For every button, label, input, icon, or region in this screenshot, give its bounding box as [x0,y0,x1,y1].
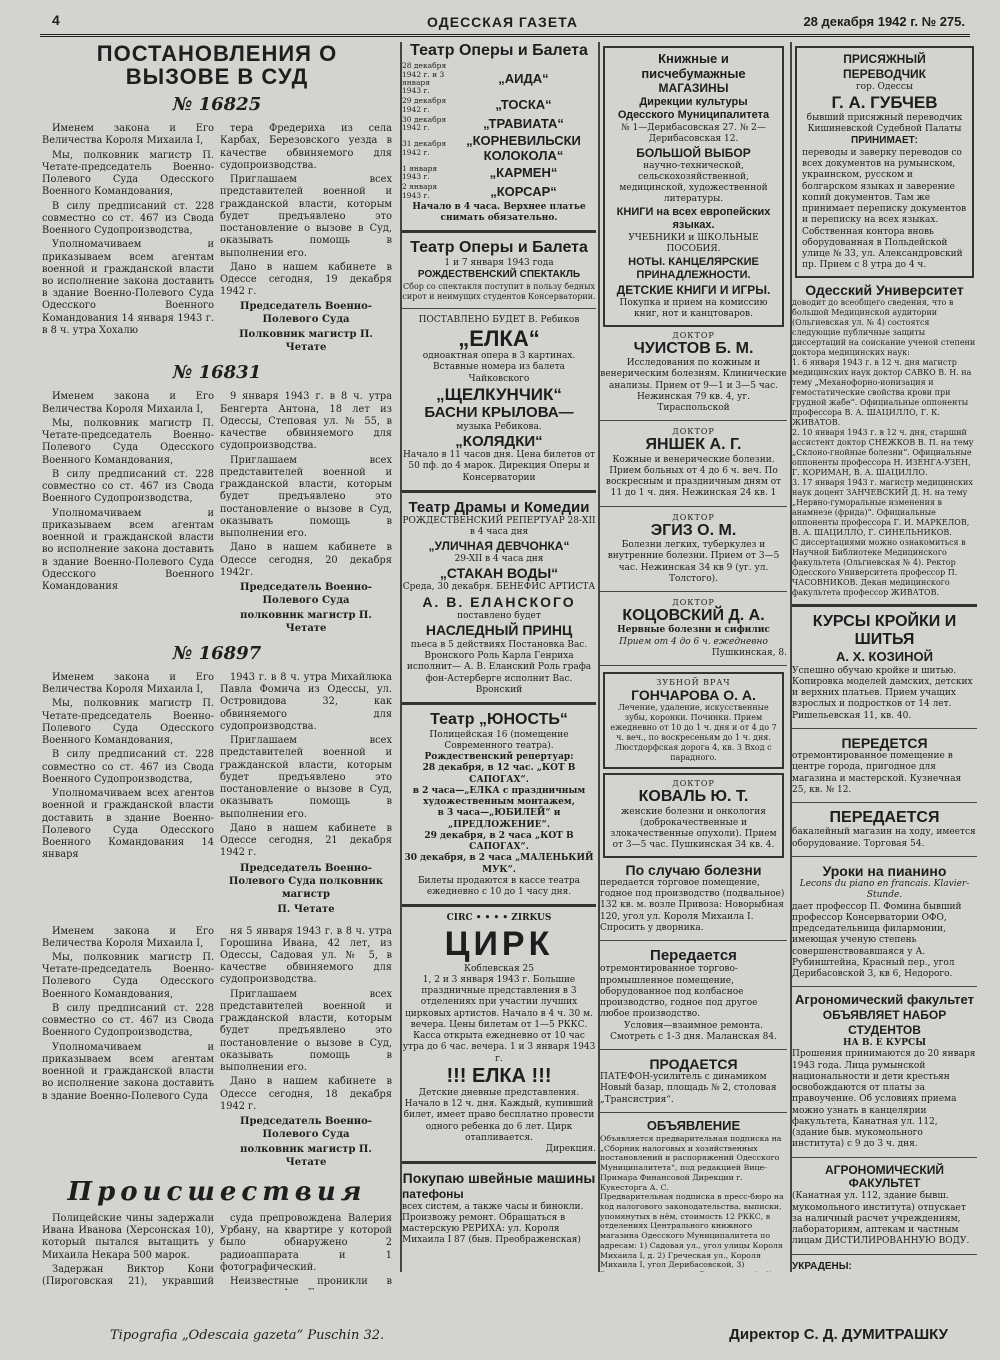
divider [600,1049,787,1050]
benefis-text: Среда, 30 декабря. БЕНЕФИС АРТИСТА [402,582,596,593]
opera2-heading: Театр Оперы и Балета [410,239,588,257]
divider [792,728,977,729]
decree-3 [42,672,392,918]
doctor-name: КОВАЛЬ Ю. Т. [638,788,749,806]
incidents-left [42,1213,214,1290]
agro-heading: Агрономический факультет [795,992,974,1008]
agro2-text: (Канатная ул. 112, здание бывш. мукомольного института) отпускает за наличный расчет учреждениям, лабораториям, аптекам и частным лицам ДИСТИЛИРОВАННУЮ ВОДУ. [792,1191,970,1247]
obyav-text: Объявляется предварительная подписка на „Сборник налоговых и хозяйственных постановлений и распоряжений Одесского Муниципалитета“, под редакцией Вице-Примара Финансовой Дирекции г. Кукесторга А. С. [600,1133,782,1192]
paragraph: 9 января 1943 г. в 8 ч. утра Бенгерта Антона, 18 лет из Одессы, Степовая ул. № 55, в качестве обвиняемого для судопроизводства. [220,391,392,452]
decree-number-1: № 16825 [172,94,262,116]
elka-title: „ЕЛКА“ [458,325,540,351]
books-notes: НОТЫ. КАНЦЕЛЯРСКИЕ ПРИНАДЛЕЖНОСТИ. [628,255,759,282]
decree-1 [42,123,392,356]
signature: Полковник магистр П. Четате [239,329,373,354]
divider [402,490,596,493]
divider [402,702,596,705]
paragraph: Неизвестные проникли в [230,1276,392,1288]
opera-row [402,97,596,114]
opera-show: „ТОСКА“ [495,97,552,113]
kursy-name: А. Х. КОЗИНОЙ [836,649,933,665]
divider [402,1161,596,1164]
kolyadki-title: „КОЛЯДКИ“ [455,432,543,450]
page-footer [42,1322,970,1348]
doctor-text: Болезни легких, туберкулез и внутренние болезни. Прием от 3—5 час. Нежинская 34 кв 9 (уг. ул. Толстого). [607,540,780,584]
column-doctors [598,42,787,1272]
books-kids: ДЕТСКИЕ КНИГИ И ИГРЫ. [616,283,771,298]
yunost-rep: Рождественский репертуар: [424,752,574,763]
sick-text: передается торговое помещение, годное под производство (подвальное) 132 кв. м. возле Привоза: Новорыбная 120, угол ул. Короля Михаила I. Спросить у дворника. [600,877,785,933]
doctor-label: ДОКТОР [672,427,715,437]
yunost-item: 28 декабря, в 12 час. „КОТ В САПОГАХ“. [422,763,576,785]
signature: Председатель Военно-Полевого Суда [240,581,372,606]
paragraph: Задержан Виктор Кони (Пироговская 21), укравший [42,1263,214,1288]
ulichnaya-title: „УЛИЧНАЯ ДЕВЧОНКА“ [428,538,570,553]
signature: Председатель Военно-Полевого Суда [240,301,372,326]
translator-text: переводы и заверку переводов со всех документов на румынском, украинском, русском и болгарском языках и заверение копий документов. Там же принимает переписку документов и переписку на всех языках. Собственная контора вновь оборудованная в Польдейской улице № 33, ул. Александровский пр. Прием с 8 утра до 4 ч. [802,147,967,271]
doctor-text: женские болезни и онкология (доброкачественные и злокачественные опухоли). Прием от 3—5 час. Пушкинская 34 кв. 4. [610,806,777,851]
column-theatres [400,42,596,1272]
divider [600,506,787,507]
doctor-text: Кожные и венерические болезни. Прием больных от 4 до 6 ч. веч. По воскресным и праздничным дням от 11 до 1 ч. дня. Нежинская 24 кв. 1 [605,454,782,499]
opera-show: „ТРАВИАТА“ [483,115,564,131]
paragraph: Дано в нашем кабинете в Одессе сегодня, 18 декабря 1942 г. [220,1076,392,1112]
books-direction: Дирекции культуры Одесского Муниципалитета [617,95,770,122]
divider [792,604,977,607]
pered2-heading: ПЕРЕДЕТСЯ [841,734,928,751]
lost-heading: УКРАДЕНЫ: [792,1260,852,1272]
masthead-rule [40,34,970,37]
paragraph: Полицейские чины задержали Ивана Иванова (Херсонская 10), который пытался вытащить у Михаила Некара 500 марок. [42,1213,214,1261]
books-heading: Книжные и писчебумажные [641,51,746,81]
opera-heading: Театр Оперы и Балета [410,42,588,59]
nasled-note: пьеса в 5 действиях Постановка Вас. Вронского Роль Карла Генриха исполнит— А. В. Еланский Роль графа фон-Астерберге исполнит Вас. Вронский [406,639,592,695]
agro-sub: ОБЪЯВЛЯЕТ НАБОР СТУДЕНТОВ [822,1008,947,1038]
divider [792,802,977,803]
paragraph: Приглашаем всех представителей военной и гражданской власти, которым будет предъявлено это постановление о вызове в Суд, оказывать помощь в выполнении его. [220,174,392,259]
bookstore-ad [603,46,784,327]
paragraph: В силу предписаний ст. 228 совместно со ст. 467 из Свода Военного Судопроизводства, [42,200,214,237]
page-number: 4 [52,12,60,28]
nasled-title: НАСЛЕДНЫЙ ПРИНЦ [425,622,573,639]
paragraph: В силу предписаний ст. 228 совместно со ст. 467 из Свода Военного Судопроизводства, [42,749,214,785]
agro-text: Прошения принимаются до 20 января 1943 года. Лица румынской национальности и дети крестьян освобождаются от платы за правоучение. Об условиях приема можно узнать в канцелярии факультета, Канатная ул. 112, (здание быв. мукомольного института) с 9 до 3 ч. дня. [792,1049,976,1150]
opera-row [402,165,596,182]
paragraph: Дано в нашем кабинете в Одессе сегодня, 19 декабря 1942 г. [220,261,392,298]
doctor-label: ЗУБНОЙ ВРАЧ [656,678,731,688]
kursy-heading: КУРСЫ КРОЙКИ И ШИТЬЯ [812,612,957,649]
signature: полковник магистр П. Четате [240,1144,372,1169]
pokupayu-heading: Покупаю швейные машины [402,1170,596,1187]
divider [402,904,596,907]
divider [792,1254,977,1255]
cirk-elka: !!! ЕЛКА !!! [446,1064,552,1087]
opera-schedule [402,62,596,200]
opera-show: „КОРНЕВИЛЬСКИ КОЛОКОЛА“ [466,133,581,163]
prod-heading: ПРОДАЕТСЯ [649,1056,738,1073]
paragraph: Приглашаем всех представителей военной и гражданской власти, которым будет предъявлено это постановление о вызове в Суд, оказывать помощь в выполнении его. [220,735,392,820]
pered-text: отремонтированное торгово-промышленное помещение, оборудованное под колбасное производство, годное под другое любое производство. [600,964,758,1020]
paragraph: Именем закона и Его Величества Короля Михаила I, [42,123,214,147]
doctor-label: ДОКТОР [672,512,715,522]
incidents-body [42,1213,392,1290]
books-choice: БОЛЬШОЙ ВЫБОР [636,145,751,160]
divider [600,591,787,592]
paragraph: Мы, полковник магистр П. Четате-председатель Военно-Полевого Суда Одесского Военного Командования, [42,417,214,466]
paragraph: Уполномачиваем и приказываем всем агентам военной и гражданской власти во исполнение закона доставить в здание Военно-Полевого Суда Одесского Военного Командования 14 января 1943 г. в 8 ч. утра Хохалю [42,239,214,336]
stakan-title: „СТАКАН ВОДЫ“ [439,564,559,581]
paragraph: Именем закона и Его Величества Короля Михаила I, [42,391,214,415]
divider [792,856,977,857]
piano-text: дает профессор П. Фомина бывший профессор Консерватории ОФО, председательница филармонии, имеющая ученую степень совершенствовавшаяся у А. Рубинштейна, Красный пер., угол Дерибасовской 3, кв 6, Недорого. [792,901,962,979]
doctor-name: ЭГИЗ О. М. [650,521,737,539]
divider [600,665,787,666]
drama-date-2: 29-XII в 4 часа дня [454,553,544,564]
paragraph: Мы, полковник магистр П. Четате-председатель Военно-Полевого Суда Одесского Военного Командования, [42,149,214,198]
paragraph: Уполномачиваем и приказываем всем агентам военной и гражданской власти во исполнение закона доставить в здание Военно-Полевого Суда Одесского Военного Командования [42,507,214,592]
obyav-text-2: Предварительная подписка в пресс-бюро на ход налогового законодательства, выписки, упомянутых в нём, стоимость 12 РККС, в отделениях Центрального книжного магазина Одесского Муниципалитета по адресам: 1) Садовая ул., угол улицы Короля Михаила I, д. 2) Греческая ул., Короля Михаила I, угол Дерибасовской, 3) [600,1192,784,1270]
books-commission: Покупка и прием на комиссию книг, нот и канцтоваров. [619,298,768,320]
divider [792,1157,977,1158]
translator-accepts: ПРИНИМАЕТ: [851,135,918,147]
opera-date: 30 декабря 1942 г. [402,114,447,133]
doctor-text: Нервные болезни и сифилис [617,625,770,636]
divider [600,420,787,421]
cirk-text: 1, 2 и 3 января 1943 г. Большие праздничные представления в 3 отделениях при участии лучших цирковых артистов. Начало в 4 ч. 30 м. вечера. Цены билетам от 1—5 РККС. Касса открыта ежедневно от 10 час утра до 6 час. вечера. 1 и 3 января 1943 г. [402,974,596,1064]
decree-3-left [42,672,214,918]
pered-text-2: Условия—взаимное ремонта. Смотреть с 1-3 дня. Маланская 84. [610,1020,777,1042]
patefony-label: патефоны [402,1186,464,1201]
translator-former: бывший присяжный переводчик Кишиневской Судебной Палаты [806,112,963,135]
cirk-title: ЦИРК [444,924,554,963]
incidents-heading: Происшествия [67,1177,367,1208]
paragraph: Уполномачиваем и приказываем всем агентам военной и гражданской власти во исполнение закона доставить в здание Военно-Полевого Суда [42,1041,214,1102]
divider [402,308,596,309]
kolyadki-note: Начало в 11 часов дня. Цена билетов от 50 пф. до 4 марок. Дирекция Оперы и Консерватории [403,450,595,483]
paragraph: Мы, полковник магистр П. Четате-председатель Военно-Полевого Суда Одесского Военного Командования, [42,951,214,1000]
opera-row [402,116,596,133]
paragraph: Дано в нашем кабинете в Одессе сегодня, 21 декабря 1942 г. [220,822,392,859]
director-line: Директор С. Д. ДУМИТРАШКУ [729,1326,948,1343]
paragraph: суда препровождена Валерия Урбану, на квартире у которой было обнаружено 2 радиоаппарата и 1 фотографический. [220,1213,392,1273]
univ-text-4: 3. 17 января 1943 г. магистр медицинских наук доцент ЗАНЧЕВСКИЙ Д. Н. на тему „Нервно-гуморальные изменения в анамнезе (фрида)“. Официальные оппоненты профессора Г. И. МАРКЕЛОВ, В. А. ШАЦИЛЛО, Г. СИНЕЛЬНИКОВ. [792,477,973,537]
books-shops: МАГАЗИНЫ [658,80,729,95]
obyav-heading: ОБЪЯВЛЕНИЕ [646,1117,741,1133]
decree-number-2: № 16831 [172,362,262,384]
opera-date: 31 декабря 1942 г. [402,139,447,157]
divider [600,1112,787,1113]
signature: П. Четате [277,903,335,915]
drama-heading: Театр Драмы и Комедии [408,498,590,516]
doctor-address: Пушкинская, 8. [711,647,787,658]
signature: Председатель Военно-Полевого Суда полковник магистр [228,862,384,900]
opera-row [402,183,596,200]
doctor-label: ДОКТОР [672,330,715,340]
signature: Председатель Военно-Полевого Суда [240,1116,372,1141]
pered-heading: Передается [650,947,737,965]
decree-3-right [220,672,392,918]
doctor-name: ЧУИСТОВ Б. М. [633,339,754,357]
pered3-text: бакалейный магазин на ходу, имеется оборудование. Торговая 54. [792,827,976,849]
sick-heading: По случаю болезни [625,861,762,878]
decree-4 [42,926,392,1172]
opera-show: „КАРМЕН“ [489,165,558,181]
yunost-heading: Театр „ЮНОСТЬ“ [430,711,568,729]
column-court-summons [42,42,392,1290]
postav-text: ПОСТАВЛЕНО БУДЕТ В. Ребиков [418,314,580,325]
paragraph: Приглашаем всех представителей военной и гражданской власти, которым будет предъявлено это постановление о вызове в Суд, оказывать помощь в выполнении его. [220,454,392,540]
decree-4-left [42,926,214,1172]
opera-date: 29 декабря 1942 г. [402,96,447,114]
pered2-text: отремонтированное помещение в центре города, пригодное для магазина и мастерской. Кузнечная 25, кв. № 12. [792,751,962,795]
paragraph: Приглашаем всех представителей военной и гражданской власти, которым будет предъявлено это постановление о вызове в Суд, оказывать помощь в выполнении его. [220,988,392,1074]
yunost-item: в 3 часа—„ЮБИЛЕЙ“ и „ПРЕДЛОЖЕНИЕ“. [437,808,561,830]
post-bud: поставлено будет [457,611,541,622]
paragraph: В силу предписаний ст. 228 совместно со ст. 467 из Свода Военного Судопроизводства, [42,1002,214,1039]
opera-row [402,134,596,163]
opera-date: 1 января 1943 г. [402,163,438,182]
univ-text-5: С диссертациями можно ознакомиться в Научной Библиотеке Медицинского факультета (Ольгиевская № 4). Ректор Одесского Университета профессор П. ЧАСОВНИКОВ. Декан медицинского факультета профессор ЖИВАТОВ. [792,537,966,597]
decree-1-left [42,123,214,356]
opera-show: „АИДА“ [498,70,549,86]
masthead [40,8,965,34]
opera-date: 2 января 1943 г. [402,182,438,200]
opera2-small: Сбор со спектакля поступит в пользу бедных сирот и неимущих студентов Консерватории. [402,281,596,301]
court-title: ПОСТАНОВЛЕНИЯ О ВЫЗОВЕ В СУД [96,42,338,90]
translator-ad [795,46,974,278]
doctor-text: Исследования по кожным и венерическим болезням. Клинические анализы. Прием от 9—1 и 3—5 час. Нежинская 79 кв. 4, уг. Тираспольской [600,358,787,414]
agro-courses: НА В. Е КУРСЫ [842,1038,927,1049]
doctor-label: ДОКТОР [672,779,715,789]
yunost-sub: Полицейская 16 (помещение Современного театра). [429,729,569,751]
decree-number-3: № 16897 [172,642,262,664]
opera-note: Начало в 4 часа. Верхнее платье снимать обязательно. [412,201,586,224]
decree-1-right [220,123,392,356]
decree-2 [42,391,392,637]
translator-title: ПРИСЯЖНЫЙ ПЕРЕВОДЧИК [843,52,926,81]
books-languages: КНИГИ на всех европейских языках. [616,205,771,232]
doctor-label: ДОКТОР [672,598,715,608]
divider [600,940,787,941]
pokupayu-text: всех систем, а также часы и бинокли. Произвожу ремонт. Обращаться в мастерскую РЕРИХА: ул. Короля Михаила I 87 (быв. Преображенская) [402,1201,584,1246]
books-addresses: № 1—Дерибасовская 27. № 2—Дерибасовская 12. [621,123,766,145]
doctor-hours: Прием от 4 до 6 ч. ежедневно [619,636,768,647]
cirk-address: Коблевская 25 [464,963,534,974]
univ-heading: Одесский Университет [805,281,964,298]
prod-text: ПАТЕФОН-усилитель с динамиком Новый базар, площадь № 2, столовая „Трансистрия“. [600,1072,777,1105]
divider [402,230,596,233]
doctor-name: ГОНЧАРОВА О. А. [631,687,756,704]
column-services [790,42,977,1272]
divider [792,986,977,987]
paragraph: Мы, полковник магистр П. Четате-председатель Военно-Полевого Суда Одесского Военного Командования, [42,698,214,747]
issue-date: 28 декабря 1942 г. № 275. [803,14,965,29]
elansky-name: А. В. ЕЛАНСКОГО [422,593,576,610]
opera2-dates: 1 и 7 января 1943 года [444,257,554,268]
paragraph: Дано в нашем кабинете в Одессе сегодня, 20 декабря 1942г. [220,542,392,578]
univ-text-2: 1. 6 января 1943 г. в 12 ч. дня магистр медицинских наук доктор САВКО В. Н. на тему „Механофорно-ионизация и гемостатические свойства крови при грудной жабе“. Официальные оппоненты профессора В. А. ШАЦИЛЛО, Г. К. ЖИВАТОВ. [792,357,972,427]
univ-text-3: 2. 10 января 1943 г. в 12 ч. дня, старший ассистент доктор СНЕЖКОВ В. П. на тему „Склоно-гнойные болезни“. Официальные оппоненты профессора Н. ИЗЕНГА-УЗЕН, Г. КОРИМАН, В. А. ШАЦИЛЛО. [792,427,974,477]
paragraph: Уполномачиваем всех агентов военной и гражданской власти доставить в здание Военно-Полевого Суда Одесского Военного Командования 14 января [42,788,214,861]
translator-city: гор. Одессы [855,82,914,92]
books-textbooks: УЧЕБНИКИ и ШКОЛЬНЫЕ ПОСОБИЯ. [628,233,759,255]
rebikov-text: музыка Ребикова. [456,421,542,432]
koval-ad [603,773,784,857]
yunost-note: Билеты продаются в кассе театра ежедневно с 10 до 1 часу дня. [417,875,581,898]
opera2-sub: РОЖДЕСТВЕНСКИЙ СПЕКТАКЛЬ [417,269,581,281]
paragraph: ня 5 января 1943 г. в 8 ч. утра Горошина Ивана, 42 лет, из Одессы, Садовая ул. № 5, в качестве обвиняемого для судопроизводства. [220,925,392,986]
drama-rep: РОЖДЕСТВЕНСКИЙ РЕПЕРТУАР 28-XII в 4 часа дня [402,516,596,538]
signature: полковник магистр П. Четате [240,609,372,634]
incidents-right [220,1213,392,1290]
decree-2-left [42,391,214,637]
cirk-dir: Дирекция. [545,1144,596,1155]
newspaper-title: ОДЕССКАЯ ГАЗЕТА [427,14,578,30]
paragraph: тера Фредериха из села Карбах, Березовского уезда в качестве обвиняемого для судопроизводства. [220,123,392,171]
translator-name: Г. А. ГУБЧЕВ [831,93,938,113]
paragraph: Именем закона и Его Величества Короля Михаила I, [42,671,214,696]
piano-heading: Уроки на пианино [822,862,947,879]
basni-title: БАСНИ КРЫЛОВА— [424,404,574,422]
doctor-text: Лечение, удаление, искусственные зубы, коронки. Починки. Прием ежедневно от 10 до 1 ч. дня и от 4 до 7 ч. веч., по воскресеньям до 1 ч. дня. Люстдорфская дорога 4, кв. 3 Вход с парадного. [610,703,777,763]
paragraph: Именем закона и Его Величества Короля Михаила I, [42,925,214,949]
opera-show: „КОРСАР“ [490,183,557,199]
cirk-elka-text: Детские дневные представления. Начало в 12 ч. дня. Каждый, купивший билет, имеет право бесплатно провести одного ребенка до 6 лет. Цирк отапливается. [403,1087,595,1143]
pered3-heading: ПЕРЕДАЕТСЯ [829,809,940,827]
elka-sub: одноактная опера в 3 картинах. Вставные номера из балета Чайковского [422,351,576,384]
books-literature: научно-технической, сельскохозяйственной, медицинской, художественной литературы. [619,160,768,205]
decree-2-right [220,391,392,637]
paragraph: 1943 г. в 8 ч. утра Михайлюка Павла Фомича из Одессы, ул. Островидова 32, как обвиняемого для судопроизводства. [220,671,392,732]
dentist-ad [603,672,784,769]
printer-line: Tipografia „Odescaia gazeta“ Puschin 32. [110,1328,385,1343]
yunost-item: 30 декабря, в 2 часа „МАЛЕНЬКИЙ МУК“. [404,853,594,875]
yunost-item: в 2 часа—„ЕЛКА с праздничным художественным монтажем, [412,785,586,808]
doctor-name: КОЦОВСКИЙ Д. А. [622,607,765,625]
paragraph: В силу предписаний ст. 228 совместно со ст. 467 из Свода Военного Судопроизводства, [42,468,214,505]
agro2-heading: АГРОНОМИЧЕСКИЙ ФАКУЛЬТЕТ [825,1162,944,1191]
piano-lang: Lecons du piano en francais. Klavier-Stunde. [799,879,970,901]
opera-row [402,62,596,95]
shchelkunchik-title: „ЩЕЛКУНЧИК“ [436,384,562,404]
yunost-item: 29 декабря, в 2 часа „КОТ В САПОГАХ“. [424,830,574,853]
decree-4-right [220,926,392,1172]
circ-line: CIRC • • • • ZIRKUS [446,913,552,924]
doctor-name: ЯНШЕК А. Г. [645,436,742,454]
univ-text: доводит до всеобщего сведения, что в большой Медицинской аудитории (Ольгиевская ул. № 4) состоятся следующие публичные защиты диссертаций на соискание ученой степени доктора медицинских наук: [792,297,976,357]
kursy-text: Успешно обучаю кройке и шитью. Копировка моделей дамских, детских и верхних платьев. Прием учащих взрослых и подростков от 14 лет. Ришельевская 11, кв. 40. [792,665,973,721]
opera-date: 28 декабря 1942 г. и 3 января 1943 г. [402,61,447,96]
